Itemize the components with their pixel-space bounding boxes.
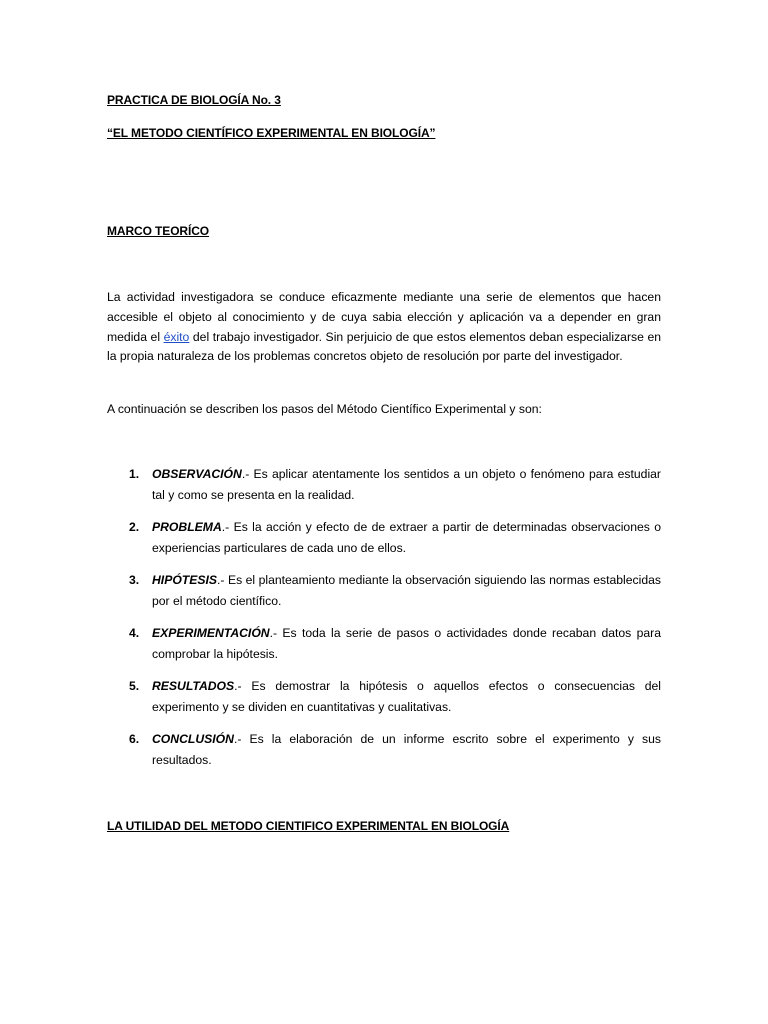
step-term: PROBLEMA xyxy=(152,520,222,534)
list-item xyxy=(107,517,661,558)
section-heading-marco-teorico: MARCO TEORÍCO xyxy=(107,224,210,238)
list-item xyxy=(107,729,661,770)
step-text: Es demostrar la hipótesis o aquellos efectos o consecuencias del experimento y se dividen en cuantitativas y cualitativas. xyxy=(152,679,661,714)
step-term: CONCLUSIÓN xyxy=(152,732,234,746)
list-item xyxy=(107,464,661,505)
exito-link[interactable]: éxito xyxy=(163,329,190,344)
step-number: 3. xyxy=(129,573,140,587)
document-page xyxy=(107,0,661,1024)
list-item xyxy=(107,623,661,664)
step-number: 5. xyxy=(129,679,140,693)
intro-text-before-link: La actividad investigadora se conduce eficazmente mediante una serie de elementos que hacen accesible el objeto al conocimiento y de cuya sabia elección y aplicación va a depender en gran medida el xyxy=(107,290,661,344)
section-heading-utilidad: LA UTILIDAD DEL METODO CIENTIFICO EXPERIMENTAL EN BIOLOGÍA xyxy=(107,819,510,833)
step-term: RESULTADOS xyxy=(152,679,235,693)
step-separator: .- xyxy=(269,626,283,640)
intro-paragraph xyxy=(107,288,661,367)
step-separator: .- xyxy=(233,732,250,746)
step-text: Es el planteamiento mediante la observación siguiendo las normas establecidas por el método científico. xyxy=(152,573,661,608)
step-number: 4. xyxy=(129,626,140,640)
step-number: 6. xyxy=(129,732,140,746)
document-title: PRACTICA DE BIOLOGÍA No. 3 xyxy=(107,93,281,107)
step-text: Es la elaboración de un informe escrito sobre el experimento y sus resultados. xyxy=(152,732,661,767)
step-term: HIPÓTESIS xyxy=(152,573,218,587)
step-number: 2. xyxy=(129,520,140,534)
step-separator: .- xyxy=(221,520,234,534)
step-term: EXPERIMENTACIÓN xyxy=(152,626,270,640)
document-subtitle: “EL METODO CIENTÍFICO EXPERIMENTAL EN BIOLOGÍA” xyxy=(107,126,436,140)
step-separator: .- xyxy=(241,467,254,481)
step-number: 1. xyxy=(129,467,140,481)
step-term: OBSERVACIÓN xyxy=(152,467,242,481)
list-item xyxy=(107,570,661,611)
step-text: Es la acción y efecto de de extraer a partir de determinadas observaciones o experiencias particulares de cada uno de ellos. xyxy=(152,520,661,555)
step-separator: .- xyxy=(217,573,228,587)
intro-text-after-link: del trabajo investigador. Sin perjuicio de que estos elementos deban especializarse en la propia naturaleza de los problemas concretos objeto de resolución por parte del investigador. xyxy=(107,329,662,364)
step-separator: .- xyxy=(234,679,252,693)
step-text: Es aplicar atentamente los sentidos a un objeto o fenómeno para estudiar tal y como se presenta en la realidad. xyxy=(152,467,661,502)
steps-list xyxy=(107,464,661,782)
steps-intro-paragraph: A continuación se describen los pasos del Método Científico Experimental y son: xyxy=(107,402,542,416)
step-text: Es toda la serie de pasos o actividades donde recaban datos para comprobar la hipótesis. xyxy=(152,626,661,661)
list-item xyxy=(107,676,661,717)
